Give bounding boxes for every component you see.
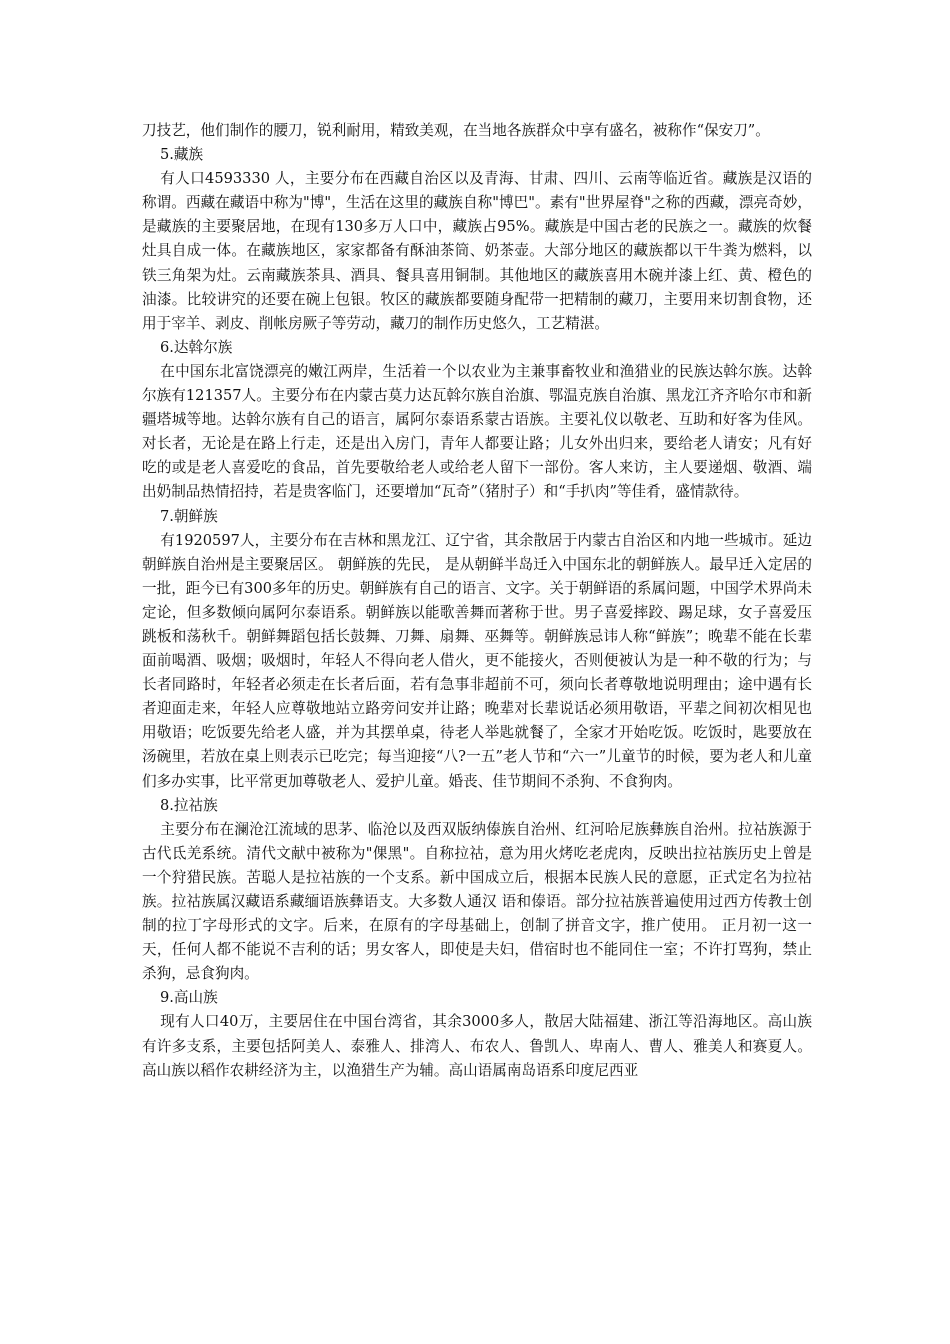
body-paragraph: 刀技艺，他们制作的腰刀，锐利耐用，精致美观，在当地各族群众中享有盛名，被称作“保安刀”。 — [142, 122, 770, 139]
section-heading: 8.拉祜族 — [160, 796, 218, 814]
document-body — [142, 119, 812, 1083]
body-paragraph: 现有人口40万，主要居住在中国台湾省，其余3000多人，散居大陆福建、浙江等沿海地区。高山族有许多支系，主要包括阿美人、泰雅人、排湾人、布农人、鲁凯人、卑南人、曹人、雅美人和赛夏人。高山族以稻作农耕经济为主，以渔猎生产为辅。高山语属南岛语系印度尼西亚 — [142, 1013, 812, 1079]
section-heading: 9.高山族 — [160, 989, 218, 1007]
body-paragraph: 在中国东北富饶漂亮的嫩江两岸，生活着一个以农业为主兼事畜牧业和渔猎业的民族达斡尔族。达斡尔族有121357人。主要分布在内蒙古莫力达瓦斡尔族自治旗、鄂温克族自治旗、黑龙江齐齐哈尔市和新疆塔城等地。达斡尔族有自己的语言，属阿尔泰语系蒙古语族。主要礼仪以敬老、互助和好客为佳风。对长者，无论是在路上行走，还是出入房门，青年人都要让路；儿女外出归来，要给老人请安；凡有好吃的或是老人喜爱吃的食品，首先要敬给老人或给老人留下一部份。客人来访，主人要递烟、敬酒、端出奶制品热情招持，若是贵客临门，还要增加“瓦奇”（猪肘子）和“手扒肉”等佳肴，盛情款待。 — [142, 362, 812, 501]
section-heading: 6.达斡尔族 — [160, 338, 233, 356]
body-paragraph: 有1920597人，主要分布在吉林和黑龙江、辽宁省，其余散居于内蒙古自治区和内地一些城市。延边朝鲜族自治州是主要聚居区。 朝鲜族的先民， 是从朝鲜半岛迁入中国东北的朝鲜族人。最早迁入定居的一批，距今已有300多年的历史。朝鲜族有自己的语言、文字。关于朝鲜语的系属问题，中国学术界尚未定论，但多数倾向属阿尔泰语系。朝鲜族以能歌善舞而著称于世。男子喜爱摔跤、踢足球，女子喜爱压跳板和荡秋千。朝鲜舞蹈包括长鼓舞、刀舞、扇舞、巫舞等。朝鲜族忌讳人称“鲜族”；晚辈不能在长辈面前喝酒、吸烟；吸烟时，年轻人不得向老人借火，更不能接火，否则便被认为是一种不敬的行为；与长者同路时，年轻者必须走在长者后面，若有急事非超前不可，须向长者尊敬地说明理由；途中遇有长者迎面走来，年轻人应尊敬地站立路旁问安并让路；晚辈对长辈说话必须用敬语，平辈之间初次相见也用敬语；吃饭要先给老人盛，并为其摆单桌，待老人举匙就餐了，全家才开始吃饭。吃饭时，匙要放在汤碗里，若放在桌上则表示已吃完；每当迎接“八?一五”老人节和“六一”儿童节的时候，要为老人和儿童们多办实事，比平常更加尊敬老人、爱护儿童。婚丧、佳节期间不杀狗、不食狗肉。 — [142, 531, 812, 790]
section-heading: 7.朝鲜族 — [160, 507, 218, 525]
section-heading: 5.藏族 — [160, 146, 204, 164]
body-paragraph: 有人口4593330 人，主要分布在西藏自治区以及青海、甘肃、四川、云南等临近省。藏族是汉语的称谓。西藏在藏语中称为"博"，生活在这里的藏族自称"博巴"。素有"世界屋脊"之称的西藏，漂亮奇妙，是藏族的主要聚居地，在现有130多万人口中，藏族占95%。藏族是中国古老的民族之一。藏族的炊餐灶具自成一体。在藏族地区，家家都备有酥油茶筒、奶茶壶。大部分地区的藏族都以干牛粪为燃料，以铁三角架为灶。云南藏族茶具、酒具、餐具喜用铜制。其他地区的藏族喜用木碗并漆上红、黄、橙色的油漆。比较讲究的还要在碗上包银。牧区的藏族都要随身配带一把精制的藏刀，主要用来切割食物，还用于宰羊、剥皮、削帐房厥子等劳动，藏刀的制作历史悠久，工艺精湛。 — [142, 170, 812, 332]
body-paragraph: 主要分布在澜沧江流域的思茅、临沧以及西双版纳傣族自治州、红河哈尼族彝族自治州。拉祜族源于古代氐羌系统。清代文献中被称为"倮黑"。自称拉祜，意为用火烤吃老虎肉，反映出拉祜族历史上曾是一个狩猎民族。苦聪人是拉祜族的一个支系。新中国成立后，根据本民族人民的意愿，正式定名为拉祜族。拉祜族属汉藏语系藏缅语族彝语支。大多数人通汉 语和傣语。部分拉祜族普遍使用过西方传教士创制的拉丁字母形式的文字。后来，在原有的字母基础上，创制了拼音文字，推广使用。 正月初一这一天，任何人都不能说不吉利的话；男女客人，即使是夫妇，借宿时也不能同住一室；不许打骂狗，禁止杀狗，忌食狗肉。 — [142, 820, 812, 983]
